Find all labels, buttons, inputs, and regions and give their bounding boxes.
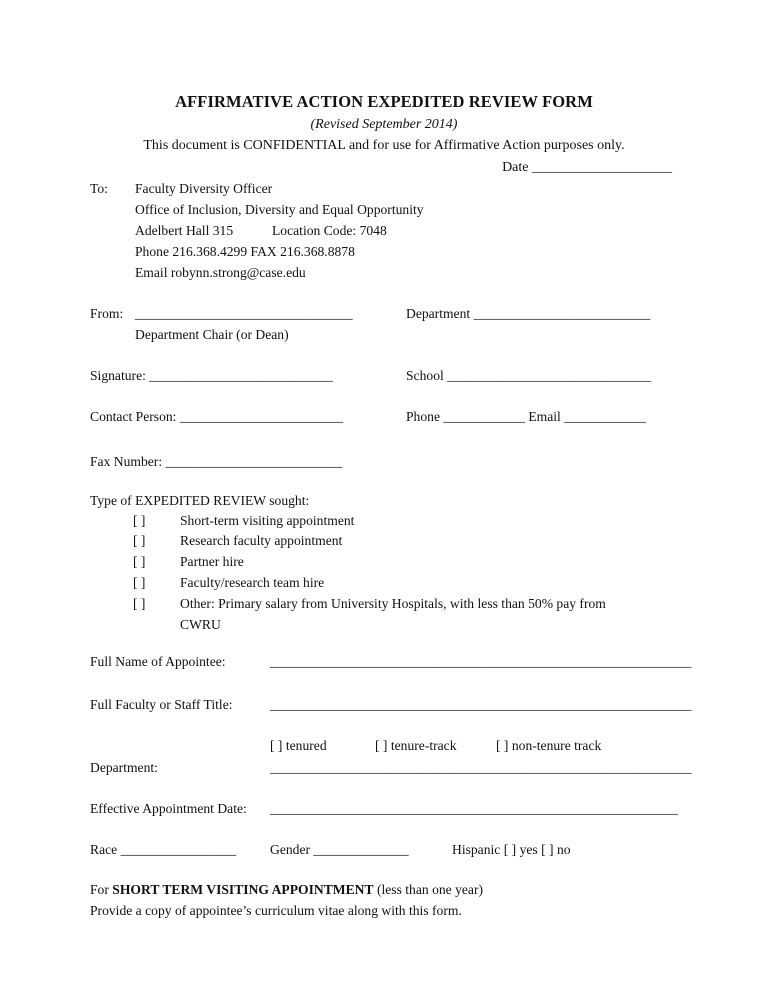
- fax-number-field[interactable]: Fax Number: __________________________: [90, 454, 343, 469]
- gender-field[interactable]: Gender ______________: [270, 842, 409, 857]
- from-label: From:: [90, 306, 124, 321]
- checkbox-research-faculty[interactable]: [ ]: [133, 533, 146, 548]
- phone-email-field[interactable]: Phone ____________ Email ____________: [406, 409, 646, 424]
- date-field[interactable]: Date ____________________: [502, 160, 672, 175]
- department-field[interactable]: Department __________________________: [406, 306, 651, 321]
- signature-field[interactable]: Signature: ___________________________: [90, 368, 333, 383]
- from-sub-label: Department Chair (or Dean): [135, 327, 289, 342]
- option-short-term-label: Short-term visiting appointment: [180, 513, 355, 528]
- from-line[interactable]: ________________________________: [135, 306, 353, 321]
- short-term-prefix: For: [90, 882, 113, 897]
- option-other-label-cont: CWRU: [180, 617, 221, 632]
- appointee-title-input[interactable]: ______________________________________________________________: [270, 697, 692, 712]
- to-line-4: Phone 216.368.4299 FAX 216.368.8878: [135, 244, 355, 259]
- checkbox-short-term[interactable]: [ ]: [133, 513, 146, 528]
- option-other-label: Other: Primary salary from University Hospitals, with less than 50% pay from: [180, 596, 606, 611]
- short-term-heading: [90, 882, 483, 898]
- option-partner-hire-label: Partner hire: [180, 554, 244, 569]
- department-label: Department:: [90, 760, 158, 775]
- to-line-3a: Adelbert Hall 315: [135, 223, 234, 238]
- to-line-2: Office of Inclusion, Diversity and Equal Opportunity: [135, 202, 424, 217]
- appointee-name-input[interactable]: ______________________________________________________________: [270, 654, 692, 669]
- short-term-instructions: Provide a copy of appointee’s curriculum vitae along with this form.: [90, 903, 462, 918]
- appointee-name-label: Full Name of Appointee:: [90, 654, 226, 669]
- review-type-heading: Type of EXPEDITED REVIEW sought:: [90, 493, 310, 508]
- checkbox-non-tenure-track[interactable]: [ ] non-tenure track: [496, 738, 602, 753]
- to-line-5: Email robynn.strong@case.edu: [135, 265, 306, 280]
- checkbox-tenure-track[interactable]: [ ] tenure-track: [375, 738, 457, 753]
- race-field[interactable]: Race _________________: [90, 842, 237, 857]
- form-title: AFFIRMATIVE ACTION EXPEDITED REVIEW FORM: [175, 92, 593, 111]
- effective-date-input[interactable]: ____________________________________________________________: [270, 801, 678, 816]
- short-term-bold: SHORT TERM VISITING APPOINTMENT: [112, 882, 374, 897]
- effective-date-label: Effective Appointment Date:: [90, 801, 247, 816]
- contact-person-field[interactable]: Contact Person: ________________________: [90, 409, 343, 424]
- checkbox-team-hire[interactable]: [ ]: [133, 575, 146, 590]
- to-label: To:: [90, 181, 108, 196]
- short-term-suffix: (less than one year): [373, 882, 484, 897]
- appointee-title-label: Full Faculty or Staff Title:: [90, 697, 233, 712]
- option-research-faculty-label: Research faculty appointment: [180, 533, 343, 548]
- option-team-hire-label: Faculty/research team hire: [180, 575, 325, 590]
- hispanic-field[interactable]: Hispanic [ ] yes [ ] no: [452, 842, 571, 857]
- revised-date: (Revised September 2014): [310, 117, 458, 132]
- checkbox-tenured[interactable]: [ ] tenured: [270, 738, 327, 753]
- school-field[interactable]: School ______________________________: [406, 368, 652, 383]
- checkbox-partner-hire[interactable]: [ ]: [133, 554, 146, 569]
- to-line-1: Faculty Diversity Officer: [135, 181, 273, 196]
- checkbox-other[interactable]: [ ]: [133, 596, 146, 611]
- confidential-notice: This document is CONFIDENTIAL and for use for Affirmative Action purposes only.: [143, 138, 625, 153]
- department-input[interactable]: ______________________________________________________________: [270, 760, 692, 775]
- to-line-3b: Location Code: 7048: [272, 223, 387, 238]
